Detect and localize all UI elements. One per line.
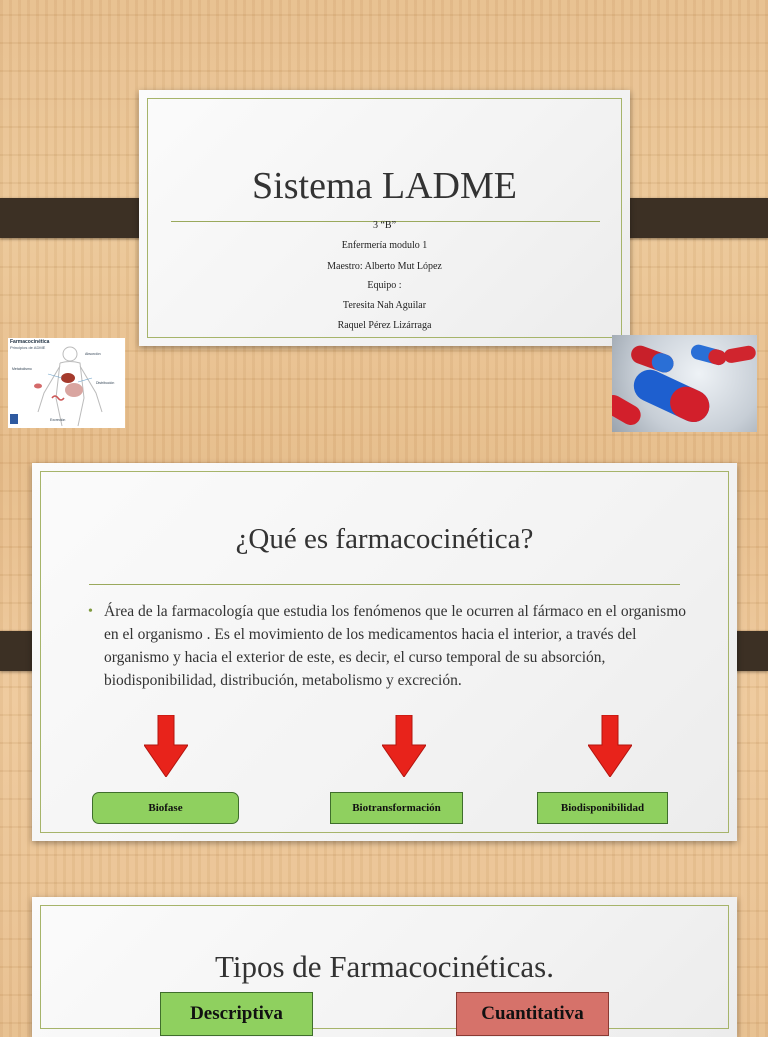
definition-bullet — [88, 600, 694, 692]
biotransformacion-box: Biotransformación — [330, 792, 463, 824]
biofase-box: Biofase — [92, 792, 239, 824]
slide-definition — [32, 463, 737, 841]
teacher-line: Maestro: Alberto Mut López — [327, 261, 442, 272]
bullet-icon: • — [88, 604, 93, 619]
cuantitativa-box: Cuantitativa — [456, 992, 609, 1036]
diagram-label-excrecion: Excreción — [50, 418, 66, 422]
slide1-left-band — [0, 198, 155, 238]
arrow-down-icon — [144, 715, 188, 777]
adme-diagram-image — [8, 338, 125, 428]
types-title: Tipos de Farmacocinéticas. — [215, 949, 554, 984]
capsules-image — [612, 335, 757, 432]
descriptiva-box: Descriptiva — [160, 992, 313, 1036]
arrow-down-icon — [382, 715, 426, 777]
team-line: Equipo : — [367, 280, 402, 291]
diagram-subtitle: Principios de ADME — [10, 345, 46, 350]
diagram-label-metabolismo: Metabolismo — [12, 367, 32, 371]
diagram-title: Farmacocinética — [10, 339, 50, 345]
title-rule — [89, 584, 680, 585]
course-line: Enfermería modulo 1 — [341, 240, 428, 251]
class-group-line: 3 “B” — [372, 220, 397, 231]
member-1-line: Teresita Nah Aguilar — [342, 300, 427, 311]
diagram-label-distribucion: Distribución — [96, 381, 115, 385]
slide1-right-band — [613, 198, 768, 238]
diagram-label-absorcion: Absorción — [85, 352, 101, 356]
arrow-down-icon — [588, 715, 632, 777]
capsules-icon — [612, 335, 757, 432]
slide-title-heading: Sistema LADME — [252, 165, 517, 207]
biodisponibilidad-box: Biodisponibilidad — [537, 792, 668, 824]
slide-types — [32, 897, 737, 1037]
slide-title — [139, 90, 630, 346]
definition-title: ¿Qué es farmacocinética? — [235, 523, 534, 555]
member-2-line: Raquel Pérez Lizárraga — [337, 320, 432, 331]
definition-text: Área de la farmacología que estudia los fenómenos que le ocurren al fármaco en el organismo en el organismo . Es el movimiento de los medicamentos hacia el interior, a través del organismo y hacia el exterior de este, es decir, el curso temporal de su absorción, biodisponibilidad, distribución, metabolismo y excreción. — [104, 603, 687, 689]
